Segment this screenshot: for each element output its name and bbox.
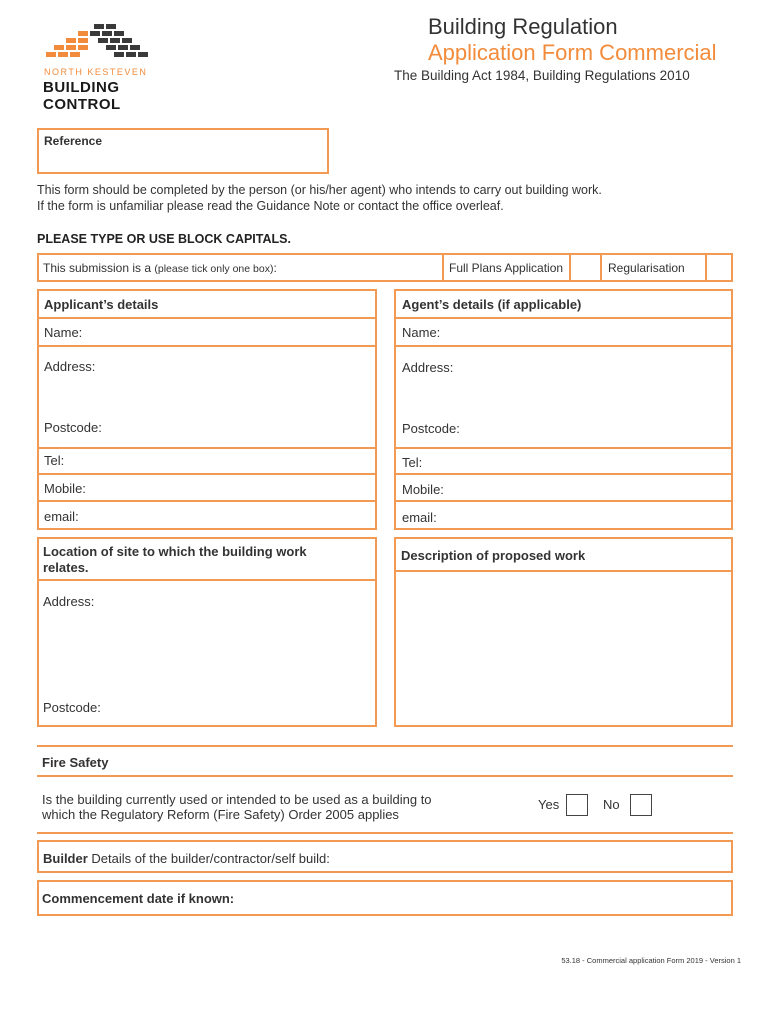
applicant-tel-field[interactable]: [39, 449, 375, 473]
logo-line1: BUILDING: [43, 79, 120, 96]
intro-line1: This form should be completed by the person (or his/her agent) who intends to carry out building work.: [37, 183, 602, 197]
block-capitals-notice: PLEASE TYPE OR USE BLOCK CAPITALS.: [37, 232, 291, 246]
builder-label: [43, 851, 330, 866]
logo-org-line: NORTH KESTEVEN: [44, 67, 148, 77]
footer-version: 53.18 - Commercial application Form 2019 - Version 1: [561, 956, 741, 965]
regularisation-checkbox[interactable]: [707, 255, 733, 280]
fire-question-line1: Is the building currently used or intended to be used as a building to: [42, 792, 432, 807]
agent-email-field[interactable]: [396, 502, 731, 528]
fire-safety-heading: Fire Safety: [42, 755, 109, 770]
applicant-mobile-field[interactable]: [39, 475, 375, 500]
agent-mobile-label: Mobile:: [402, 482, 444, 497]
agent-heading: Agent’s details (if applicable): [402, 297, 582, 312]
reference-box[interactable]: [37, 128, 329, 174]
fire-question-line2: which the Regulatory Reform (Fire Safety) Order 2005 applies: [42, 807, 399, 822]
reference-label: Reference: [44, 134, 103, 148]
form-subtitle: Application Form Commercial: [428, 40, 717, 65]
form-title: Building Regulation: [428, 14, 618, 39]
site-heading-line1: Location of site to which the building work: [43, 544, 307, 559]
description-box: [394, 537, 733, 727]
applicant-postcode-label: Postcode:: [44, 420, 102, 435]
submission-label: [43, 261, 277, 275]
option-full-plans-label: Full Plans Application: [449, 261, 564, 275]
agent-email-label: email:: [402, 510, 437, 525]
applicant-mobile-label: Mobile:: [44, 481, 86, 496]
site-address-label: Address:: [43, 594, 95, 609]
agent-mobile-field[interactable]: [396, 475, 731, 500]
applicant-tel-label: Tel:: [44, 453, 65, 468]
agent-postcode-label: Postcode:: [402, 421, 460, 436]
option-regularisation-label: Regularisation: [608, 261, 685, 275]
site-postcode-label: Postcode:: [43, 700, 101, 715]
agent-name-label: Name:: [402, 325, 441, 340]
fire-no-label: No: [603, 797, 620, 812]
applicant-name-label: Name:: [44, 325, 83, 340]
applicant-address-label: Address:: [44, 359, 96, 374]
agent-name-field[interactable]: [396, 319, 731, 345]
applicant-name-field[interactable]: [39, 319, 375, 345]
intro-line2: If the form is unfamiliar please read the Guidance Note or contact the office overleaf.: [37, 199, 504, 213]
logo-line2: CONTROL: [43, 96, 121, 113]
submission-row: [37, 253, 733, 282]
logo: [40, 22, 160, 117]
fire-no-checkbox[interactable]: [630, 794, 652, 816]
applicant-details-box: [37, 289, 377, 530]
commencement-label: Commencement date if known:: [42, 891, 235, 906]
applicant-email-label: email:: [44, 509, 79, 524]
applicant-heading: Applicant’s details: [44, 297, 159, 312]
agent-address-field[interactable]: [396, 347, 731, 447]
site-heading-line2: relates.: [43, 560, 89, 575]
site-address-field[interactable]: [39, 581, 375, 725]
builder-box[interactable]: [37, 840, 733, 873]
description-heading: Description of proposed work: [401, 548, 586, 563]
applicant-email-field[interactable]: [39, 502, 375, 528]
description-field[interactable]: [396, 572, 731, 725]
site-location-box: [37, 537, 377, 727]
fire-yes-label: Yes: [538, 797, 560, 812]
submission-colon: :: [273, 261, 277, 275]
applicant-address-field[interactable]: [39, 347, 375, 447]
commencement-box[interactable]: [37, 880, 733, 916]
full-plans-checkbox[interactable]: [571, 255, 599, 280]
submission-hint: (please tick only one box): [154, 263, 274, 275]
builder-label-bold: Builder: [43, 851, 88, 866]
agent-tel-field[interactable]: [396, 449, 731, 473]
act-reference: The Building Act 1984, Building Regulations 2010: [394, 68, 690, 83]
builder-label-rest: Details of the builder/contractor/self build:: [87, 851, 330, 866]
fire-yes-checkbox[interactable]: [566, 794, 588, 816]
brick-wall-logo-icon: [42, 22, 152, 66]
agent-details-box: [394, 289, 733, 530]
agent-tel-label: Tel:: [402, 455, 423, 470]
agent-address-label: Address:: [402, 360, 454, 375]
submission-label-text: This submission is a: [43, 261, 152, 275]
